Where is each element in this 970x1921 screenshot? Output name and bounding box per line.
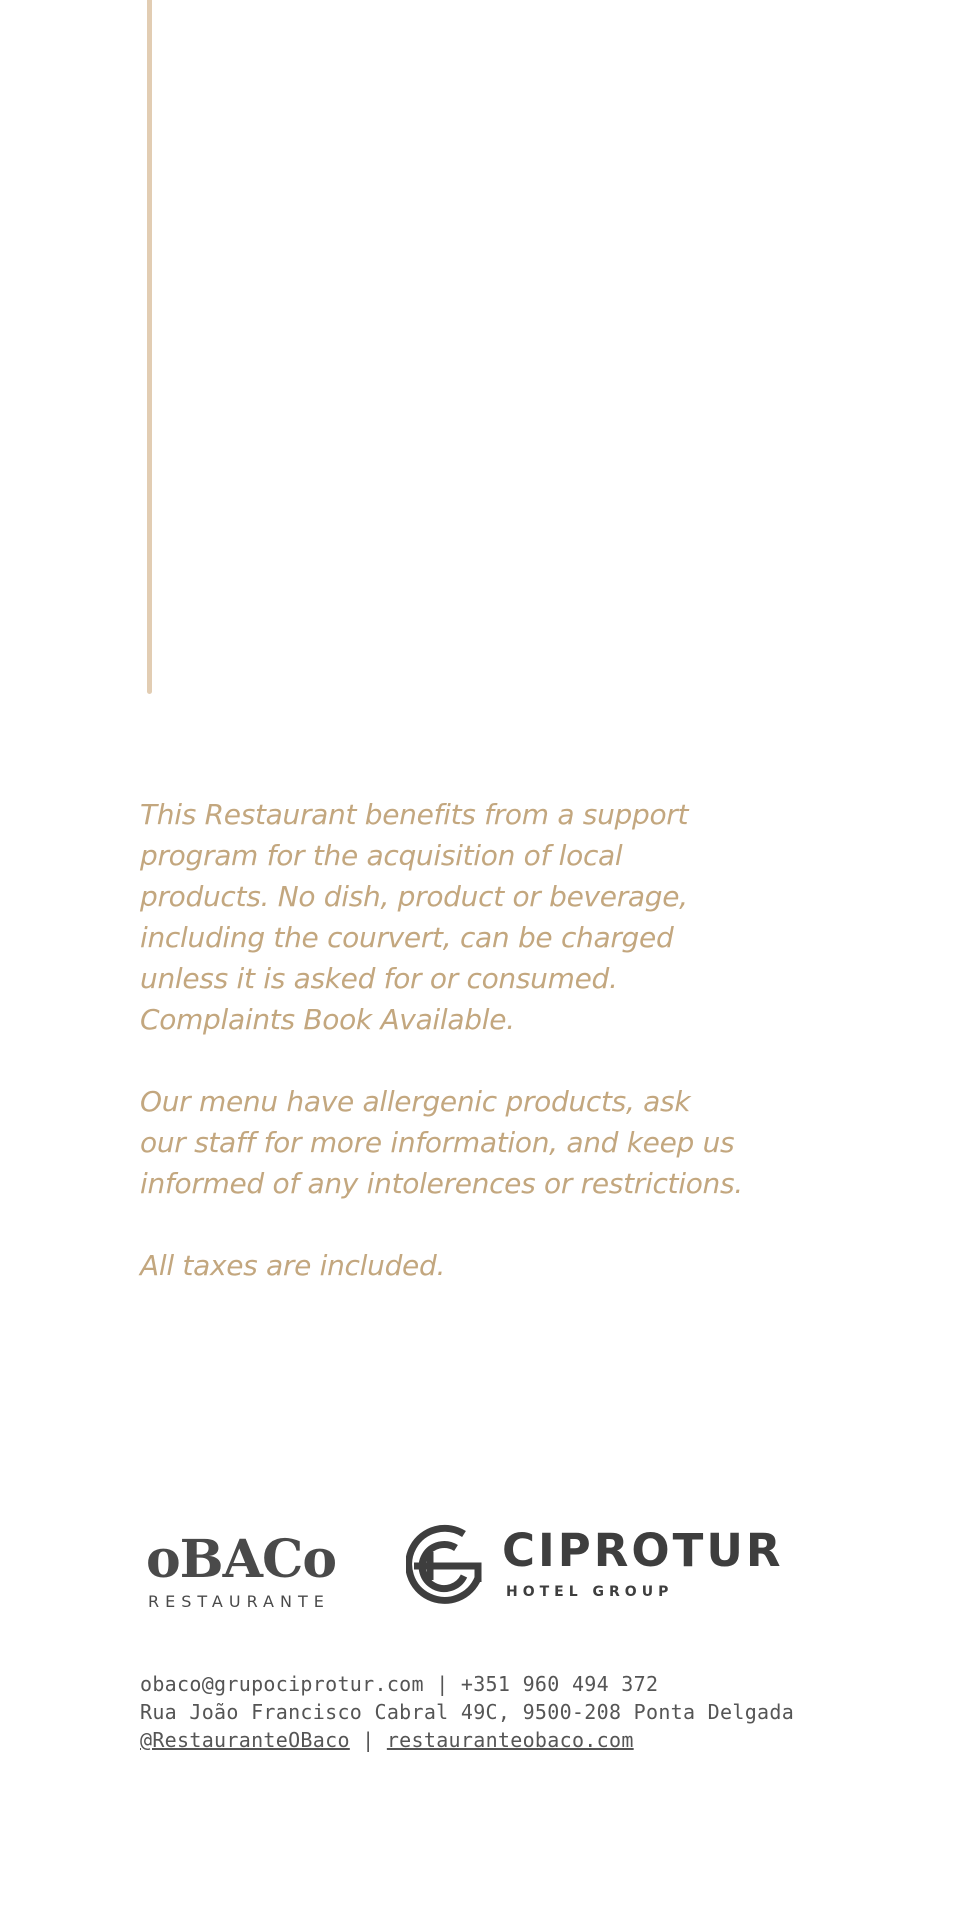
- notice-line: This Restaurant benefits from a support: [140, 798, 689, 831]
- notice-line: including the courvert, can be charged: [140, 921, 674, 954]
- social-handle-link[interactable]: @RestauranteOBaco: [140, 1728, 350, 1752]
- contact-email[interactable]: obaco@grupociprotur.com: [140, 1672, 424, 1696]
- notice-paragraph-taxes: [140, 1245, 860, 1286]
- contact-separator: |: [436, 1672, 449, 1696]
- notice-line: our staff for more information, and keep us: [140, 1126, 735, 1159]
- contact-row-email-phone: [140, 1670, 940, 1698]
- contact-info: [140, 1670, 940, 1754]
- contact-phone[interactable]: +351 960 494 372: [460, 1672, 659, 1696]
- logos-row: [140, 1520, 800, 1620]
- ciprotur-logo-wordmark: CIPROTUR: [502, 1524, 784, 1577]
- hg-monogram-icon: [406, 1524, 486, 1608]
- notice-paragraph-support-program: [140, 794, 860, 1040]
- contact-separator: |: [362, 1728, 375, 1752]
- notice-line: Our menu have allergenic products, ask: [140, 1085, 691, 1118]
- notice-line: All taxes are included.: [140, 1249, 446, 1282]
- notice-paragraph-allergens: [140, 1081, 860, 1204]
- notice-line: informed of any intolerences or restrictions.: [140, 1167, 743, 1200]
- restaurant-notice: [140, 794, 860, 1286]
- decorative-vertical-line: [147, 0, 152, 694]
- obaco-logo-wordmark: oBACo: [146, 1529, 337, 1590]
- obaco-restaurante-logo: [146, 1530, 366, 1610]
- notice-line: program for the acquisition of local: [140, 839, 623, 872]
- website-link[interactable]: restauranteobaco.com: [386, 1728, 634, 1752]
- contact-row-links: [140, 1726, 940, 1754]
- contact-address: Rua João Francisco Cabral 49C, 9500-208 Ponta Delgada: [140, 1700, 795, 1724]
- notice-line: unless it is asked for or consumed.: [140, 962, 618, 995]
- ciprotur-logo-subtitle: HOTEL GROUP: [506, 1584, 674, 1600]
- notice-line: products. No dish, product or beverage,: [140, 880, 688, 913]
- notice-line: Complaints Book Available.: [140, 1003, 515, 1036]
- obaco-logo-subtitle: RESTAURANTE: [148, 1592, 330, 1611]
